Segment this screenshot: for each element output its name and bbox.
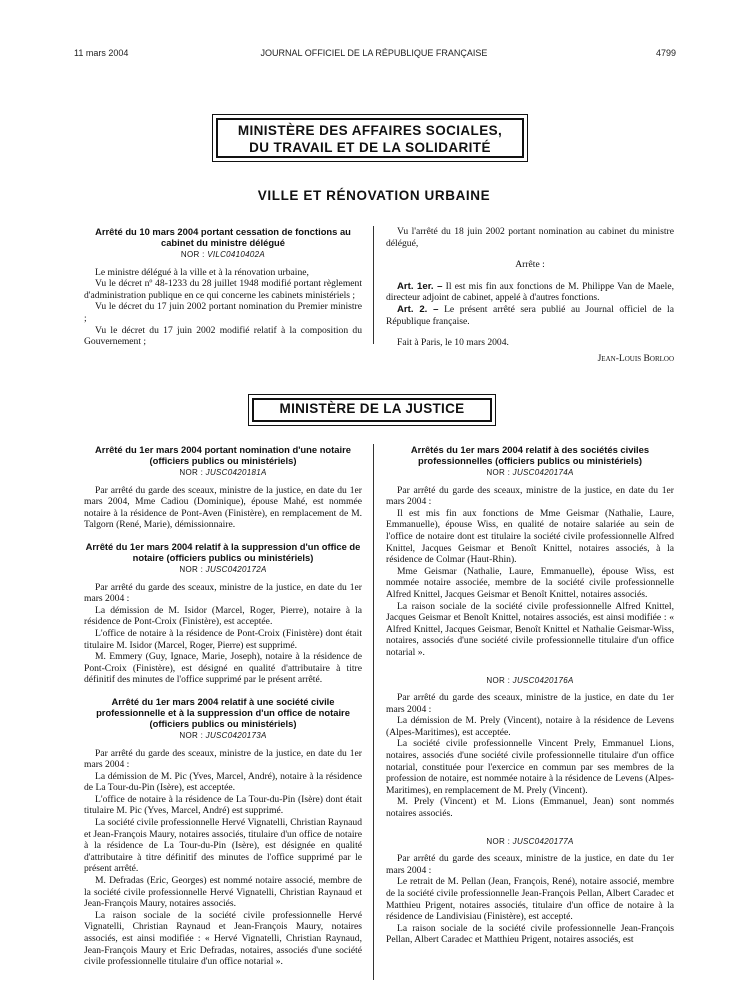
decree-paragraph: M. Emmery (Guy, Ignace, Marie, Joseph), notaire à la résidence de Pont-Croix (Finistère), est désigné en qualité d'attributaire à titre définitif des minutes de l'office supprimé par le présent arrêté. — [84, 651, 362, 686]
decree-paragraph: La raison sociale de la société civile professionnelle Alfred Knittel, Jacques Geismar et Benoît Knittel, notaires associés, est ainsi modifiée : « Alfred Knittel, Jacques Geismar, Benoît Knittel et Nathalie Geismar-Wiss, notaires, associés d'une société civile professionnelle titulaire d'un office notarial ». — [386, 600, 674, 658]
header-page-number: 4799 — [655, 48, 676, 58]
decree-ville-right-column — [386, 226, 674, 364]
column-divider-top — [373, 226, 374, 344]
decree-nor: NOR : JUSC0420181A — [179, 468, 267, 477]
decree-paragraph: Par arrêté du garde des sceaux, ministre de la justice, en date du 1er mars 2004, Mme Cadiou (Dominique), épouse Mahé, est nommée notaire à la résidence de Pont-Aven (Finistère), en remplacement de M. Talgorn (René, Marie), démissionnaire. — [84, 484, 362, 531]
decree-paragraph: Par arrêté du garde des sceaux, ministre de la justice, en date du 1er mars 2004 : — [386, 853, 674, 876]
ministry-justice-box — [252, 398, 492, 422]
column-divider-bottom — [373, 444, 374, 980]
decree-nor: NOR : JUSC0420172A — [179, 564, 267, 574]
decree-paragraph: Par arrêté du garde des sceaux, ministre de la justice, en date du 1er mars 2004 : — [386, 692, 674, 715]
decree-paragraph: Il est mis fin aux fonctions de Mme Geismar (Nathalie, Laure, Emmanuelle), épouse Wiss, en qualité de notaire salariée au sein de l'office de notaire dont est titulaire la société civile professionnelle Alfred Knittel, Jacques Geismar et Benoît Knittel, notaires associés, à la résidence de Colmar (Haut-Rhin). — [386, 507, 674, 566]
justice-right-column — [386, 444, 674, 946]
decree-paragraph: L'office de notaire à la résidence de La Tour-du-Pin (Isère) dont était titulaire M. Pic (Yves, Marcel, André) est supprimé. — [84, 793, 362, 817]
decree-paragraph: La société civile professionnelle Vincent Prely, Emmanuel Lions, notaires, associés d'une société civile professionnelle titulaire d'un office notarial, constituée pour l'exercice en commun par ses membres de la profession de notaire, est nommée notaire à la résidence de Levens (Alpes-Maritimes), en remplacement de M. Prely (Vincent). — [386, 738, 674, 796]
decree-title: Arrêté du 1er mars 2004 relatif à la suppression d'un office de notaire (officiers publics ou ministériels) — [85, 540, 361, 563]
decree-paragraph: Par arrêté du garde des sceaux, ministre de la justice, en date du 1er mars 2004 : — [386, 484, 674, 508]
decree-paragraph: La société civile professionnelle Hervé Vignatelli, Christian Raynaud et Jean-François Maury, notaires associés, titulaire d'un office de notaire à la résidence de La Tour-du-Pin (Isère), est désignée en qualité d'attributaire à titre définitif des minutes de l'office supprimé par le présent arrêté. — [84, 817, 362, 875]
header-date: 11 mars 2004 — [74, 48, 129, 58]
decree-paragraph: La raison sociale de la société civile professionnelle Hervé Vignatelli, Christian Raynaud et Jean-François Maury, notaires associés, est ainsi modifiée : « Hervé Vignatelli, Christian Raynaud, Jean-François Maury et Eric Defradas, notaires, associés d'une société civile professionnelle titulaire d'un office notarial ». — [84, 909, 362, 968]
justice-left-column — [84, 444, 362, 968]
decree-nor: NOR : JUSC0420177A — [486, 836, 574, 846]
decree-done-at: Fait à Paris, le 10 mars 2004. — [397, 337, 509, 349]
decree-paragraph: La démission de M. Prely (Vincent), notaire à la résidence de Levens (Alpes-Maritimes), est acceptée. — [386, 715, 674, 738]
decree-signature: Jean-Louis Borloo — [597, 352, 674, 364]
decree-title: Arrêté du 10 mars 2004 portant cessation de fonctions au cabinet du ministre délégué — [95, 226, 351, 248]
decree-ville-left-column — [84, 226, 362, 348]
decree-paragraph: M. Defradas (Eric, Georges) est nommé notaire associé, membre de la société civile professionnelle Hervé Vignatelli, Christian Raynaud et Jean-François Maury, notaires associés. — [84, 875, 362, 910]
decree-paragraph: Vu le décret nº 48-1233 du 28 juillet 1948 modifié portant règlement d'administration publique en ce qui concerne les cabinets ministériels ; — [84, 278, 362, 301]
decree-paragraph: Vu l'arrêté du 18 juin 2002 portant nomination au cabinet du ministre délégué, — [386, 226, 674, 249]
decree-title: Arrêté du 1er mars 2004 portant nomination d'une notaire (officiers publics ou ministériels) — [95, 444, 351, 466]
decree-paragraph: Le retrait de M. Pellan (Jean, François, René), notaire associé, membre de la société civile professionnelle Jean-François Pellan, Albert Caradec et Matthieu Prigent, notaires associés, titulaire d'un office de notaire à la résidence de Landivisiau (Finistère), est accepté. — [386, 876, 674, 923]
decree-paragraph: Vu le décret du 17 juin 2002 modifié relatif à la composition du Gouvernement ; — [84, 324, 362, 348]
ministry-title-line1: MINISTÈRE DES AFFAIRES SOCIALES, — [237, 123, 503, 138]
decree-paragraph: Vu le décret du 17 juin 2002 portant nomination du Premier ministre ; — [84, 301, 362, 324]
decree-title: Arrêté du 1er mars 2004 relatif à une société civile professionnelle et à la suppression d'un office de notaire (officiers publics ou ministériels) — [96, 695, 350, 729]
decree-paragraph: La raison sociale de la société civile professionnelle Jean-François Pellan, Albert Caradec et Matthieu Prigent, notaires associés, est — [386, 922, 674, 946]
decree-paragraph: M. Prely (Vincent) et M. Lions (Emmanuel, Jean) sont nommés notaires associés. — [386, 796, 674, 820]
decree-paragraph: Le ministre délégué à la ville et à la rénovation urbaine, — [95, 266, 309, 278]
ministry-title-line2: DU TRAVAIL ET DE LA SOLIDARITÉ — [249, 140, 491, 155]
decree-paragraph: Mme Geismar (Nathalie, Laure, Emmanuelle), épouse Wiss, est nommée notaire associée, membre de la société civile professionnelle Alfred Knittel, Jacques Geismar et Benoît Knittel, notaires associés. — [386, 565, 674, 600]
decree-nor: NOR : JUSC0420173A — [179, 730, 267, 740]
decree-paragraph: La démission de M. Pic (Yves, Marcel, André), notaire à la résidence de La Tour-du-Pin (Isère), est acceptée. — [84, 770, 362, 794]
decree-nor: NOR : JUSC0420174A — [486, 468, 574, 477]
decree-paragraph: Par arrêté du garde des sceaux, ministre de la justice, en date du 1er mars 2004 : — [84, 747, 362, 771]
ministry-justice-title: MINISTÈRE DE LA JUSTICE — [279, 401, 465, 416]
ministry-social-affairs-box — [216, 118, 524, 158]
section-title-ville: VILLE ET RÉNOVATION URBAINE — [257, 188, 491, 203]
decree-nor: NOR : JUSC0420176A — [486, 675, 574, 685]
decree-arrete: Arrête : — [515, 259, 545, 271]
decree-article-2: Art. 2. – Le présent arrêté sera publié au Journal officiel de la République française. — [386, 303, 674, 327]
decree-article-1: Art. 1er. – Il est mis fin aux fonctions de M. Philippe Van de Maele, directeur adjoint de cabinet, appelé à d'autres fonctions. — [386, 280, 675, 304]
decree-paragraph: L'office de notaire à la résidence de Pont-Croix (Finistère) dont était titulaire M. Isidor (Marcel, Roger, Pierre) est supprimé. — [84, 627, 362, 651]
decree-paragraph: La démission de M. Isidor (Marcel, Roger, Pierre), notaire à la résidence de Pont-Croix (Finistère), est acceptée. — [84, 604, 362, 628]
decree-nor: NOR : VILC0410402A — [180, 250, 266, 259]
decree-title: Arrêtés du 1er mars 2004 relatif à des sociétés civiles professionnelles (officiers publics ou ministériels) — [410, 444, 650, 466]
header-journal-title: JOURNAL OFFICIEL DE LA RÉPUBLIQUE FRANÇAISE — [260, 48, 488, 58]
decree-paragraph: Par arrêté du garde des sceaux, ministre de la justice, en date du 1er mars 2004 : — [84, 581, 362, 605]
